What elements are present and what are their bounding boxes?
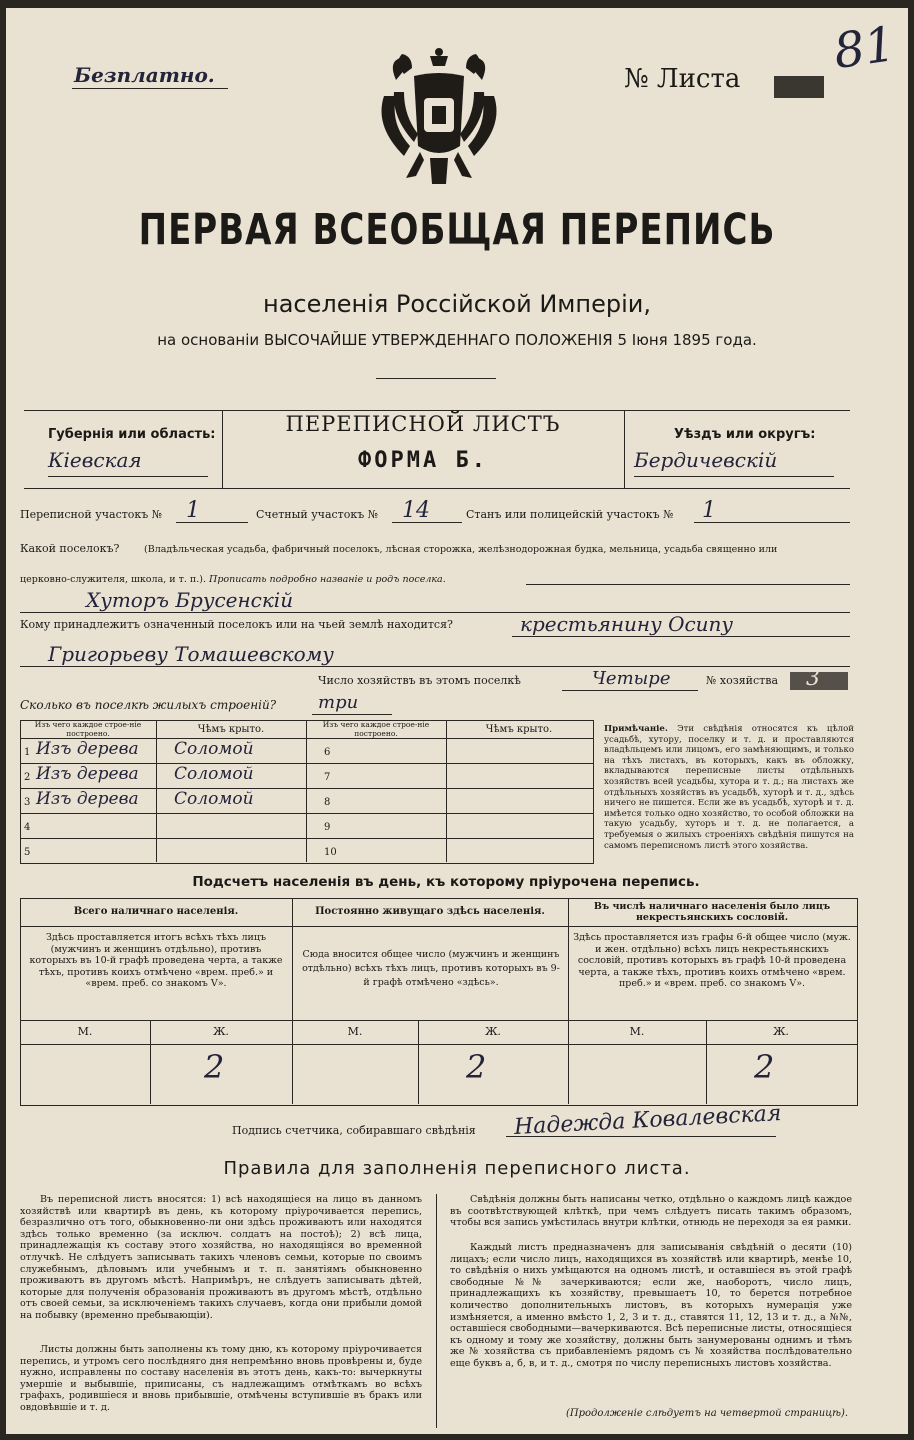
building-roof: Соломой [174,739,254,759]
building-row-number: 9 [324,822,331,833]
building-material: Изъ дерева [36,764,139,784]
total-f-value: 2 [204,1048,225,1086]
buildings-table-row-rule [20,813,594,814]
buildings-underline [312,714,392,715]
note-label: Примѣчаніе. [604,724,668,734]
settlement-question [20,542,119,555]
settlement-hint-underline [526,584,850,585]
owner-underline-1 [512,636,850,637]
buildings-table-row-rule [20,838,594,839]
police-district-underline [694,522,850,523]
signature-underline [506,1136,776,1137]
building-row-number: 8 [324,797,331,808]
note-text: Эти свѣдѣнія относятся къ цѣлой усадьбѣ, хутору, поселку и т. д. и проставляются владѣльцемъ или лицомъ, его замѣняющимъ, и только на тѣхъ листахъ, въ которыхъ, какъ въ обложку, вкладываются переписные листы отдѣльныхъ хозяйствъ всей усадьбы, хутора и т. д.; на листахъ же отдѣльныхъ хозяйствъ въ усадьбѣ, хуторѣ и т. д., здѣсь ничего не пишется. Если же въ усадьбѣ, хуторѣ и т. д. имѣется только одно хозяйство, то особой обложки на такую усадьбу, хуторъ и т. д. не полагается, а требуемыя о жилыхъ строеніяхъ свѣдѣнія пишутся на самомъ переписномъ листѣ этого хозяйства. [604,724,855,851]
population-table [20,898,858,1106]
buildings-col3-header: Изъ чего каждое строе-ніе построено. [322,720,430,738]
population-col1-text: Здѣсь проставляется итогъ всѣхъ тѣхъ лицъ (мужчинъ и женщинъ отдѣльно), противъ которыхъ въ 10-й графѣ проведена черта, а также тѣхъ, противъ коихъ отмѣчено «врем. преб.» и «врем. преб. со знакомъ V». [29,932,283,989]
header-rule [376,378,496,379]
settlement-hint-2-text: церковно-служителя, школа, и т. п.). [20,574,206,585]
note-block [604,724,854,851]
signature-label: Подпись счетчика, собиравшаго свѣдѣнія [232,1124,476,1137]
population-col-divider-2 [568,898,569,1104]
population-mf-rule [20,1044,858,1045]
households-underline [562,690,698,691]
form-title-line2: ФОРМА Б. [358,448,488,473]
household-number-value: 3 [806,666,820,691]
free-underline [72,88,228,89]
perm-f-label: Ж. [485,1025,501,1038]
building-material: Изъ дерева [36,739,139,759]
rules-title: Правила для заполненія переписного листа. [223,1158,691,1179]
form-top-rule [24,410,850,411]
noncls-f-value: 2 [754,1048,775,1086]
rules-left-para-2: Листы должны быть заполнены къ тому дню, къ которому пріурочивается перепись, и утромъ сего послѣдняго дня непремѣнно вновь провѣрены и, буде нужно, исправлены по составу населенія въ этотъ день, какъ-то: вычеркнуты умершіе и выбывшіе, приписаны, съ надлежащимъ отмѣткамъ во всѣхъ графахъ, родившіеся и вновь прибывшіе, отмѣчены вступившіе въ бракъ или овдовѣвшіе и т. д. [20,1344,422,1413]
settlement-hint-2-italic: Прописать подробно названіе и родъ поселка. [209,574,446,585]
population-heading: Подсчетъ населенія въ день, къ которому пріурочена перепись. [192,874,700,890]
owner-question: Кому принадлежитъ означенный поселокъ или на чьей землѣ находится? [20,618,453,631]
buildings-table-col-2 [306,720,307,862]
buildings-table-col-3 [446,720,447,862]
settlement-hint-2 [20,574,446,585]
count-district-value: 14 [402,498,430,523]
signature-value: Надежда Ковалевская [513,1101,782,1140]
population-title-rule [20,926,858,927]
population-col3-title: Въ числѣ наличнаго населенія было лицъ некрестьянскихъ сословій. [593,901,831,923]
rules-continued: (Продолженіе слѣдуетъ на четвертой страницѣ). [566,1408,849,1419]
buildings-value: три [318,692,359,713]
buildings-table-col-1 [156,720,157,862]
census-sheet [6,8,908,1434]
population-col1-title: Всего наличнаго населенія. [73,906,239,917]
buildings-col1-header: Изъ чего каждое строе-ніе построено. [34,720,142,738]
owner-value-1: крестьянину Осипу [520,612,734,636]
population-col-divider-1 [292,898,293,1104]
total-f-label: Ж. [213,1025,229,1038]
building-row-number: 3 [24,797,31,808]
building-roof: Соломой [174,764,254,784]
total-m-label: М. [77,1025,93,1038]
rules-left-para-1: Въ переписной листъ вносятся: 1) всѣ находящіеся на лицо въ данномъ хозяйствѣ или квартирѣ въ день, къ которому пріурочивается перепись, безразлично отъ того, обыкновенно-ли они здѣсь проживаютъ или находятся здѣсь только временно (за исключ. солдатъ на постоѣ); 2) всѣ лица, принадлежащія къ составу этого хозяйства, но находящіяся во временной отлучкѣ. Не слѣдуетъ записывать такихъ членовъ семьи, которые по своимъ служебнымъ, дѣловымъ или учебнымъ и т. п. занятіямъ обыкновенно проживаютъ въ другомъ мѣстѣ. Напримѣръ, не слѣдуетъ записывать дѣтей, которые для полученія образованія проживаютъ въ другомъ мѣстѣ, отдѣльно отъ своей семьи, за исключеніемъ такихъ случаевъ, когда они прибыли домой на побывку (временно пребывающіи). [20,1194,422,1321]
building-roof: Соломой [174,789,254,809]
police-district-label: Станъ или полицейскій участокъ № [466,508,674,521]
census-district-value: 1 [186,498,200,523]
building-row-number: 10 [324,847,337,858]
page-subtitle: населенія Россійской Имперіи, [263,290,651,318]
building-row-number: 5 [24,847,31,858]
noncls-m-label: М. [629,1025,645,1038]
noncls-f-label: Ж. [773,1025,789,1038]
rules-right-para-1: Свѣдѣнія должны быть написаны четко, отдѣльно о каждомъ лицѣ каждое въ соотвѣтствующей клѣткѣ, при чемъ слѣдуетъ писать такимъ образомъ, чтобы вся запись умѣстилась внутри клѣтки, отнюдь не переходя за ея рамки. [450,1194,852,1229]
basis-line: на основаніи ВЫСОЧАЙШЕ УТВЕРЖДЕННАГО ПОЛОЖЕНІЯ 5 Іюня 1895 года. [157,331,757,349]
form-title-line1: ПЕРЕПИСНОЙ ЛИСТЪ [285,412,561,436]
count-district-label: Счетный участокъ № [256,508,379,521]
building-row-number: 2 [24,772,31,783]
buildings-label: Сколько въ поселкѣ жилыхъ строеній? [20,698,277,712]
population-col3-text: Здѣсь проставляется изъ графы 6-й общее число (муж. и жен. отдѣльно) всѣхъ лицъ некрестьянскихъ сословій, противъ которыхъ въ графѣ 10-й проведена черта, а также тѣхъ, противъ коихъ отмѣчено «врем. преб.» и «врем. преб. со знакомъ V». [573,932,851,989]
perm-m-label: М. [347,1025,363,1038]
building-row-number: 6 [324,747,331,758]
households-label: Число хозяйствъ въ этомъ поселкѣ [318,674,521,687]
population-col2-text: Сюда вносится общее число (мужчинъ и женщинъ отдѣльно) всѣхъ тѣхъ лицъ, противъ которыхъ въ 9-й графѣ отмѣчено «здѣсь». [302,949,560,988]
page-title: ПЕРВАЯ ВСЕОБЩАЯ ПЕРЕПИСЬ [138,205,776,255]
uezd-underline [634,476,834,477]
population-text-rule [20,1020,858,1021]
building-material: Изъ дерева [36,789,139,809]
owner-value-2: Григорьеву Томашевскому [48,642,334,666]
building-row-number: 4 [24,822,31,833]
handwritten-sheet-number: 81 [830,16,899,80]
buildings-col4-header: Чѣмъ крыто. [485,724,553,735]
rules-divider [436,1194,437,1428]
gubernia-underline [48,476,208,477]
rules-right-para-2: Каждый листъ предназначенъ для записыванія свѣдѣній о десяти (10) лицахъ; если число лицъ, находящихся въ хозяйствѣ или квартирѣ, менѣе 10, то свѣдѣнія о нихъ умѣщаются на одномъ листѣ, и оставшіеся въ этой графѣ свободные №№ зачеркиваются; если же, наоборотъ, число лицъ, принадлежащихъ къ хозяйству, превышаетъ 10, то берется потребное количество дополнительныхъ листовъ, въ которыхъ нумерація уже измѣняется, а именно вмѣсто 1, 2, 3 и т. д., ставятся 11, 12, 13 и т. д., а №№, оставшіеся свободными—вачеркиваются. Всѣ переписные листы, относящіеся къ одному и тому же хозяйству, должны быть занумерованы однимъ и тѣмъ же № хозяйства съ прибавленіемъ рядомъ съ № хозяйства послѣдовательно еще буквъ а, б, в, и т. д., смотря по числу переписныхъ листовъ хозяйства. [450,1242,852,1369]
free-label: Безплатно. [74,63,215,87]
building-row-number: 7 [324,772,331,783]
uezd-value: Бердичевскій [634,448,778,472]
building-row-number: 1 [24,747,31,758]
form-divider-right [624,410,625,488]
uezd-label: Уѣздъ или округъ: [674,427,816,442]
households-value: Четыре [592,668,671,689]
form-bottom-rule [24,488,850,489]
census-district-label: Переписной участокъ № [20,508,163,521]
census-district-underline [176,522,248,523]
sheet-number-stamp [774,76,824,98]
police-district-value: 1 [702,498,716,523]
gubernia-label: Губернія или область: [48,427,216,442]
settlement-hint-1: (Владѣльческая усадьба, фабричный поселокъ, лѣсная сторожка, желѣзнодорожная будка, мельница, усадьба священно или [144,544,778,555]
household-number-label: № хозяйства [706,674,778,687]
sheet-number-label: № Листа [624,64,741,94]
settlement-question-text: Какой поселокъ? [20,542,120,555]
settlement-value: Хуторъ Брусенскій [86,588,294,612]
buildings-col2-header: Чѣмъ крыто. [197,724,265,735]
double-headed-eagle-icon [374,46,504,196]
perm-f-value: 2 [466,1048,487,1086]
owner-underline-2 [20,666,850,667]
gubernia-value: Кіевская [48,448,142,472]
count-district-underline [392,522,462,523]
population-col2-title: Постоянно живущаго здѣсь населенія. [315,906,545,917]
